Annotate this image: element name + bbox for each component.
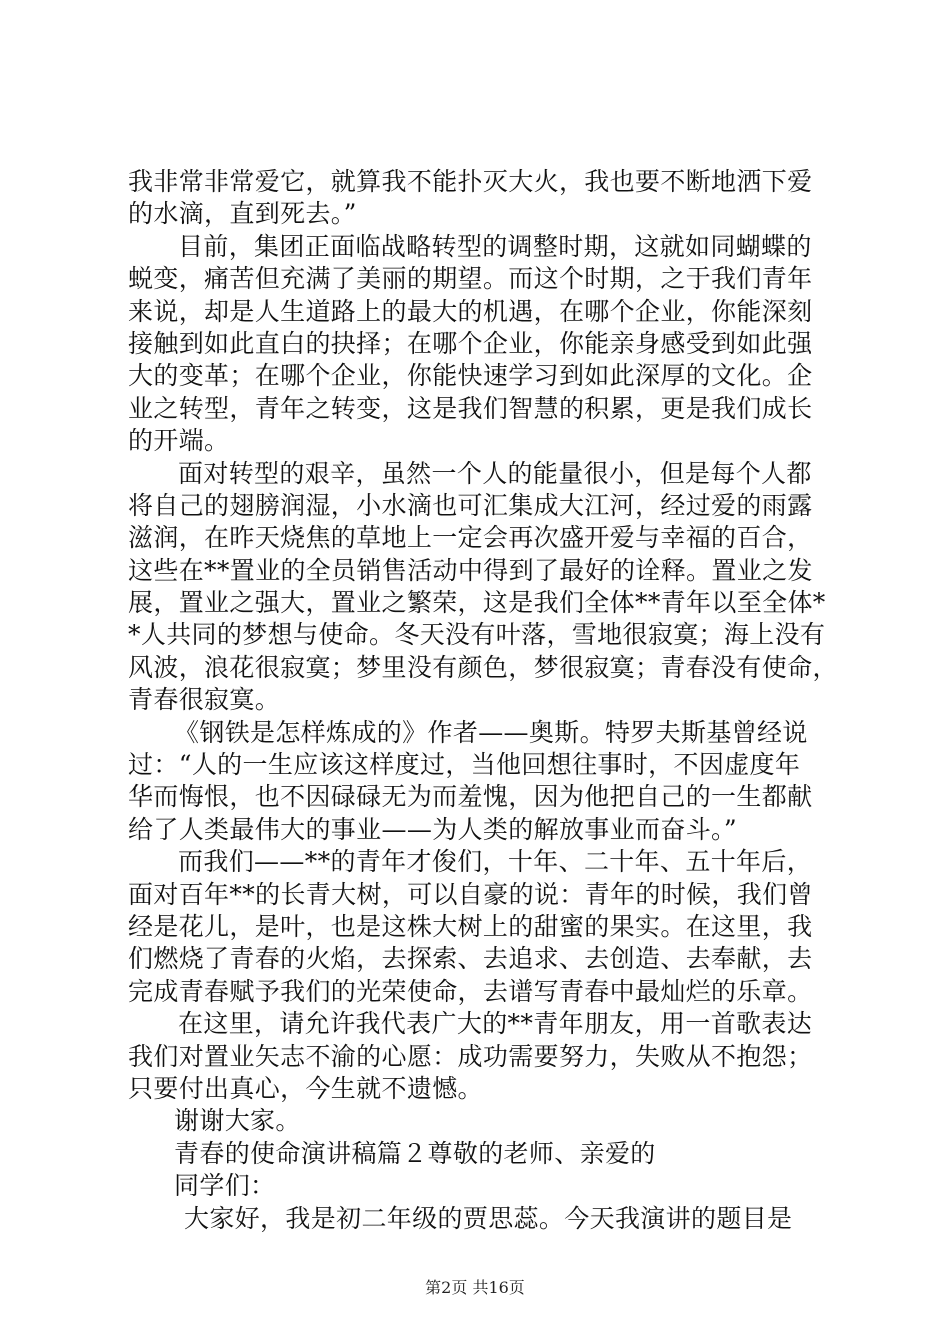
text-line: 目前，集团正面临战略转型的调整时期，这就如同蝴蝶的 — [178, 231, 812, 261]
text-line: 来说，却是人生道路上的最大的机遇，在哪个企业，你能深刻 — [128, 296, 813, 326]
text-line: 给了人类最伟大的事业——为人类的解放事业而奋斗。” — [128, 814, 738, 844]
text-line: 我非常非常爱它，就算我不能扑灭大火，我也要不断地洒下爱 — [128, 167, 813, 196]
text-line: 们燃烧了青春的火焰，去探索、去追求、去创造、去奉献，去 — [128, 944, 813, 974]
text-line: 滋润，在昨天烧焦的草地上一定会再次盛开爱与幸福的百合， — [128, 523, 813, 553]
text-line: 《钢铁是怎样炼成的》作者——奥斯。特罗夫斯基曾经说 — [174, 717, 808, 747]
text-line: 而我们——**的青年才俊们，十年、二十年、五十年后， — [178, 847, 813, 877]
text-line: *人共同的梦想与使命。冬天没有叶落，雪地很寂寞；海上没有 — [128, 620, 826, 650]
text-line: 将自己的翅膀润湿，小水滴也可汇集成大江河，经过爱的雨露 — [128, 490, 813, 520]
text-line: 只要付出真心，今生就不遗憾。 — [128, 1073, 483, 1103]
text-line: 大的变革；在哪个企业，你能快速学习到如此深厚的文化。企 — [128, 361, 813, 391]
text-line: 接触到如此直白的抉择；在哪个企业，你能亲身感受到如此强 — [128, 328, 813, 358]
text-line: 青春的使命演讲稿篇２尊敬的老师、亲爱的 — [174, 1138, 656, 1168]
text-line: 我们对置业矢志不渝的心愿：成功需要努力，失败从不抱怨； — [128, 1041, 813, 1071]
text-line: 过：“人的一生应该这样度过，当他回想往事时，不因虚度年 — [128, 750, 801, 780]
text-line: 华而悔恨，也不因碌碌无为而羞愧，因为他把自己的一生都献 — [128, 782, 813, 812]
text-line: 业之转型，青年之转变，这是我们智慧的积累，更是我们成长 — [128, 393, 813, 423]
document-body — [128, 166, 844, 1235]
text-line: 的开端。 — [128, 426, 230, 456]
text-line: 的水滴，直到死去。” — [128, 199, 357, 229]
text-line: 经是花儿，是叶，也是这株大树上的甜蜜的果实。在这里，我 — [128, 911, 813, 941]
text-line: 在这里，请允许我代表广大的**青年朋友，用一首歌表达 — [178, 1009, 813, 1039]
text-line: 大家好，我是初二年级的贾思蕊。今天我演讲的题目是 — [184, 1203, 793, 1233]
text-line: 青春很寂寞。 — [128, 685, 281, 715]
text-line: 面对百年**的长青大树，可以自豪的说：青年的时候，我们曾 — [128, 879, 813, 909]
text-line: 展，置业之强大，置业之繁荣，这是我们全体**青年以至全体* — [128, 588, 826, 618]
text-line: 蜕变，痛苦但充满了美丽的期望。而这个时期，之于我们青年 — [128, 264, 813, 294]
text-line: 风波，浪花很寂寞；梦里没有颜色，梦很寂寞；青春没有使命， — [128, 652, 838, 682]
text-line: 面对转型的艰辛，虽然一个人的能量很小，但是每个人都 — [178, 458, 812, 488]
text-line: 这些在**置业的全员销售活动中得到了最好的诠释。置业之发 — [128, 555, 813, 585]
text-line: 同学们： — [174, 1171, 276, 1201]
text-line: 完成青春赋予我们的光荣使命，去谱写青春中最灿烂的乐章。 — [128, 976, 813, 1006]
text-line: 谢谢大家。 — [174, 1106, 301, 1136]
page-footer: 第2页 共16页 — [425, 1278, 525, 1297]
